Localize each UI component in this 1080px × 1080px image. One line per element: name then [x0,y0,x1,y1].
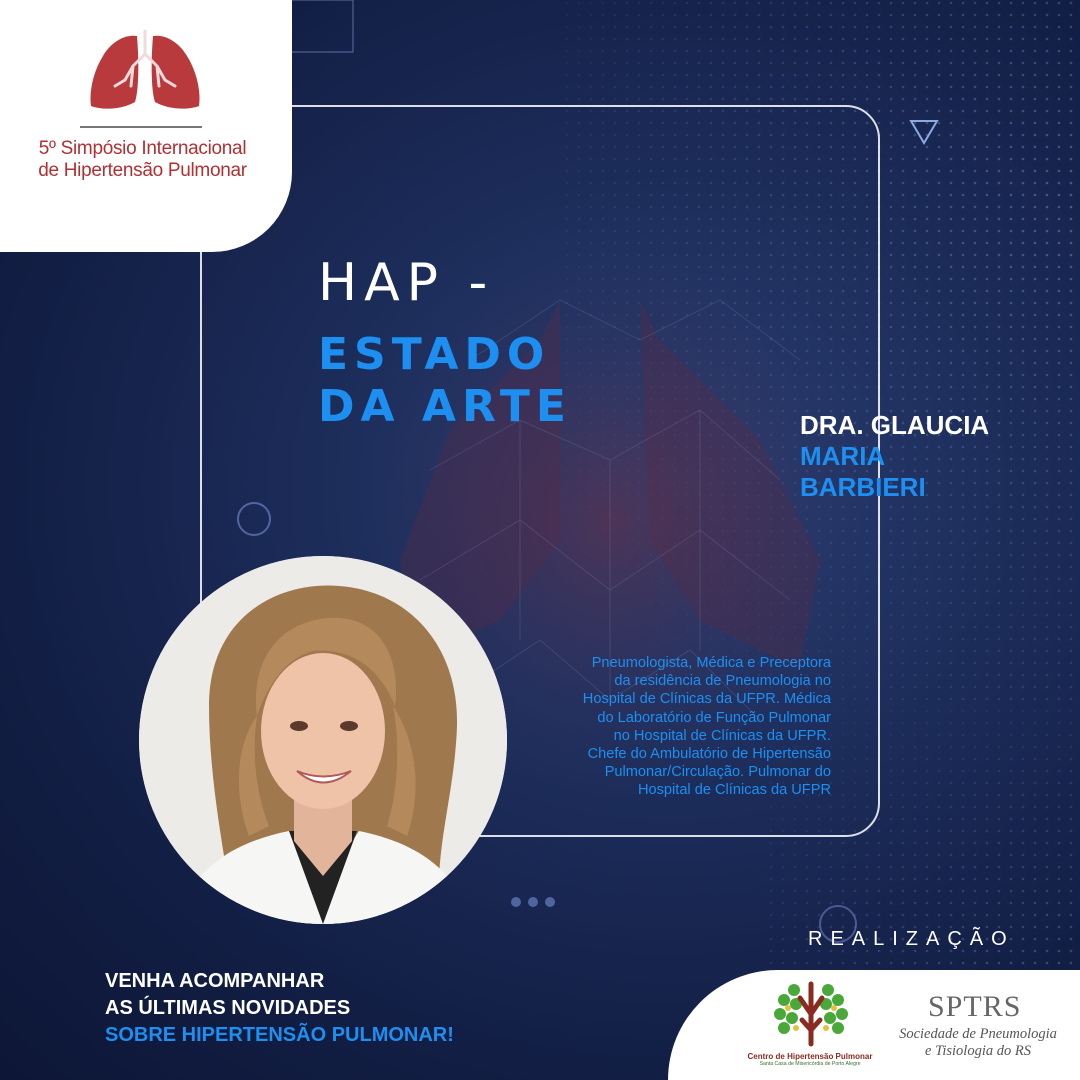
sptrs-name-line2: e Tisiologia do RS [925,1043,1031,1059]
lungs-icon [85,30,205,112]
speaker-name-line3: BARBIERI [800,472,926,502]
talk-title-line2: DA ARTE [318,381,572,432]
organizers-label: REALIZAÇÃO [808,928,1015,950]
bio-line: Hospital de Clínicas da UFPR. Médica [582,691,831,708]
speaker-name [800,410,989,503]
event-name-line1: 5º Simpósio Internacional [38,138,247,159]
call-to-action [105,968,454,1049]
bio-line: Pneumologista, Médica e Preceptora [591,655,831,671]
event-logo-card [0,0,292,252]
speaker-photo [139,556,507,924]
bio-line: Hospital de Clínicas da UFPR [637,782,831,799]
event-name [0,138,285,182]
sptrs-name [898,1026,1058,1060]
bio-line: no Hospital de Clínicas da UFPR. [613,727,831,744]
tree-logo-icon [766,974,856,1052]
logo-divider [80,126,202,128]
speaker-name-line2: MARIA [800,441,886,471]
talk-title [318,329,572,433]
event-name-line2: de Hipertensão Pulmonar [38,160,247,181]
speaker-name-line1: DRA. GLAUCIA [800,410,990,440]
sptrs-acronym: SPTRS [928,990,1022,1023]
bio-line: Pulmonar/Circulação. Pulmonar do [604,764,831,781]
chp-logo-text [745,1052,875,1068]
talk-title-prefix: HAP - [318,253,495,313]
cta-line3: SOBRE HIPERTENSÃO PULMONAR! [105,1024,454,1046]
cta-line2: AS ÚLTIMAS NOVIDADES [105,997,351,1019]
speaker-bio [520,654,831,800]
bio-line: da residência de Pneumologia no [614,673,831,690]
cta-line1: VENHA ACOMPANHAR [105,970,325,992]
bio-line: do Laboratório de Função Pulmonar [597,709,831,726]
talk-title-line1: ESTADO [318,329,551,380]
bio-line: Chefe do Ambulatório de Hipertensão [587,746,831,763]
chp-name: Centro de Hipertensão Pulmonar [747,1052,873,1061]
sptrs-name-line1: Sociedade de Pneumologia [899,1026,1057,1042]
chp-subtitle: Santa Casa de Misericórdia de Porto Alegre [759,1061,861,1067]
